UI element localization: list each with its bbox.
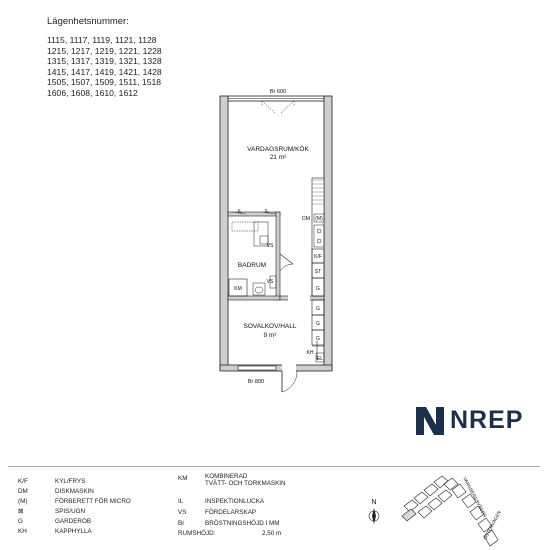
bathroom-door[interactable]: [280, 254, 293, 271]
street-label: VARGBERGSVÄGEN: [462, 476, 488, 519]
mark-coat-rack: KH: [306, 350, 314, 356]
street-label: ÖSTERVÄGEN: [482, 510, 502, 541]
bathroom-wall-east: [276, 212, 280, 300]
apartment-numbers-row: 1215, 1217, 1219, 1221, 1228: [47, 45, 162, 56]
north-arrow: [367, 497, 381, 527]
mark-washer-dryer: KM: [234, 286, 242, 292]
legend-text: BRÖSTNINGSHÖJD I MM: [205, 520, 280, 527]
mark-wardrobe: G: [316, 336, 320, 342]
mark-wardrobe: G: [316, 321, 320, 327]
room-area-living: 21 m²: [269, 154, 287, 161]
mark-distribution-cabinet: VS: [266, 243, 274, 249]
legend-code: VS: [178, 509, 187, 516]
bathroom-wall-south: [228, 296, 280, 300]
legend-text: GARDEROB: [55, 518, 92, 525]
entry-door[interactable]: [282, 371, 297, 392]
mark-fridge-freezer: K/F: [314, 254, 322, 260]
legend-text: 2,50 m: [262, 530, 282, 537]
brand-name: NREP: [450, 406, 524, 434]
mark-storage: ST: [314, 269, 322, 275]
mark-distribution-cabinet: VS: [266, 279, 274, 285]
window-width-top-label: Br 600: [269, 89, 287, 95]
legend-code: IL: [178, 498, 184, 505]
legend-code: (M): [18, 498, 28, 505]
legend-code: RUMSHÖJD:: [178, 530, 216, 537]
room-name-bedroom: SOVALKOV/HALL: [243, 323, 297, 330]
mark-dishwasher: DM: [302, 216, 310, 222]
apartment-numbers-row: 1315, 1317, 1319, 1321, 1328: [47, 56, 162, 67]
legend-code: KH: [18, 528, 27, 535]
legend-text: DISKMASKIN: [55, 488, 94, 495]
legend-text: FÖRBERETT FÖR MICRO: [55, 498, 131, 505]
legend-code: K/F: [18, 478, 28, 485]
legend-code: Br: [178, 520, 185, 527]
north-label: N: [371, 499, 377, 506]
room-name-living: VARDAGSRUM/KÖK: [247, 146, 309, 153]
legend-code: ⊠: [18, 508, 24, 515]
mark-inspection-hatch: IL: [237, 209, 243, 215]
legend-text: KYL/FRYS: [55, 478, 86, 485]
legend-code: G: [18, 518, 23, 525]
legend-text: TVÄTT- OCH TORKMASKIN: [205, 480, 286, 487]
apartment-numbers-row: 1415, 1417, 1419, 1421, 1428: [47, 66, 162, 77]
wall-east: [324, 96, 332, 370]
apartment-numbers-row: 1115, 1117, 1119, 1121, 1128: [47, 35, 157, 45]
legend-text: SPIS/UGN: [55, 508, 86, 515]
legend-divider: [8, 466, 540, 467]
apartment-numbers-row: 1505, 1507, 1509, 1511, 1518: [47, 77, 162, 88]
mark-inspection-hatch: IL: [264, 209, 270, 215]
legend-text: KAPPHYLLA: [55, 528, 92, 535]
mark-micro: (M): [315, 216, 323, 222]
mark-wardrobe: G: [316, 306, 320, 312]
bottom-window: [238, 366, 276, 370]
mark-wardrobe: G: [316, 286, 320, 292]
legend-text: INSPEKTIONLUCKA: [205, 498, 265, 505]
legend-text: KOMBINERAD: [205, 473, 248, 480]
legend-code: DM: [18, 488, 28, 495]
apartment-numbers-row: 1606, 1608, 1610, 1612: [47, 87, 138, 98]
apartment-numbers-title: Lägenhetsnummer:: [47, 16, 129, 27]
wall-west: [220, 96, 228, 370]
window-width-bottom-label: Br 800: [247, 379, 265, 385]
legend-text: FÖRDELARSKAP: [205, 509, 257, 516]
legend-code: KM: [178, 475, 188, 482]
room-area-bedroom: 9 m²: [263, 332, 277, 339]
mark-electrical: EL: [316, 356, 324, 362]
room-name-bath: BADRUM: [237, 262, 267, 269]
balcony-door[interactable]: [262, 101, 294, 113]
